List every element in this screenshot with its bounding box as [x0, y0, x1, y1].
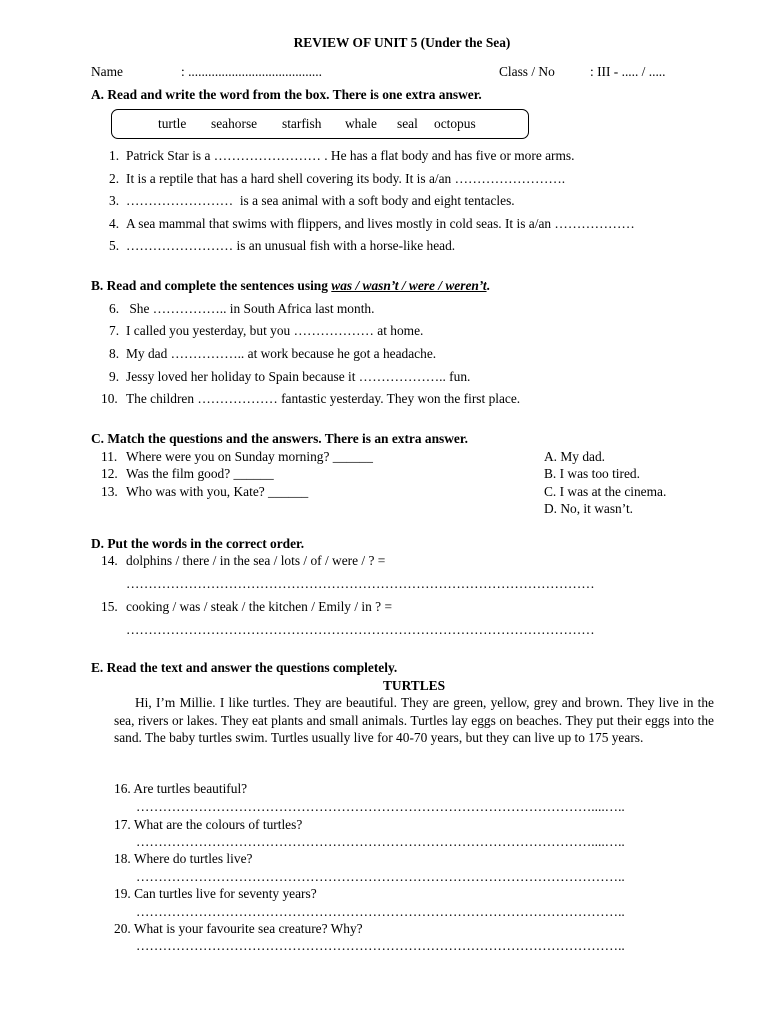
section-b-heading-end: . [486, 278, 490, 293]
word-box-item: seal [397, 116, 418, 131]
question-text[interactable]: Jessy loved her holiday to Spain because it ……………….. fun. [126, 369, 471, 384]
question-text[interactable]: She …………….. in South Africa last month. [126, 301, 375, 316]
question-text[interactable]: Patrick Star is a …………………… . He has a flat body and has five or more arms. [126, 148, 575, 163]
question-text[interactable]: The children ……………… fantastic yesterday. They won the first place. [126, 391, 521, 406]
question-number: 5. [109, 238, 120, 253]
word-box-item: seahorse [211, 116, 258, 131]
answer-line[interactable]: …………………………………………………………………………………………… [126, 622, 595, 637]
question-text: 18. Where do turtles live? [114, 851, 253, 866]
answer-option: C. I was at the cinema. [544, 484, 667, 499]
answer-option: B. I was too tired. [544, 466, 640, 481]
question-number: 4. [109, 216, 120, 231]
question-text: 20. What is your favourite sea creature? Why? [114, 921, 363, 936]
word-box [111, 109, 529, 139]
section-b-heading [91, 279, 490, 292]
section-e-heading: E. Read the text and answer the questions completely. [91, 660, 398, 675]
question-text[interactable]: A sea mammal that swims with flippers, and lives mostly in cold seas. It is a/an ……………… [126, 216, 635, 231]
section-a-heading: A. Read and write the word from the box. There is one extra answer. [91, 87, 482, 102]
word-box-item: starfish [282, 116, 322, 131]
question-number: 2. [109, 171, 120, 186]
question-text: dolphins / there / in the sea / lots / of / were / ? = [126, 553, 386, 568]
answer-option: A. My dad. [544, 449, 605, 464]
question-text: 16. Are turtles beautiful? [114, 781, 248, 796]
question-text[interactable]: My dad …………….. at work because he got a headache. [126, 346, 437, 361]
answer-line[interactable]: …………………………………………………………………………………………....….. [136, 834, 625, 849]
reading-title: TURTLES [382, 678, 446, 693]
answer-line[interactable]: ……………………………………………………………………………………………….. [136, 938, 625, 953]
answer-line[interactable]: …………………………………………………………………………………………....….. [136, 799, 625, 814]
section-b-heading-text: B. Read and complete the sentences using [91, 278, 332, 293]
question-number: 13. [101, 484, 118, 499]
question-text[interactable]: It is a reptile that has a hard shell covering its body. It is a/an ……………………. [126, 171, 566, 186]
question-number: 8. [109, 346, 120, 361]
question-number: 7. [109, 323, 120, 338]
question-number: 9. [109, 369, 120, 384]
question-text[interactable]: Was the film good? ______ [126, 466, 274, 481]
question-text[interactable]: …………………… is an unusual fish with a horse-like head. [126, 238, 456, 253]
word-box-item: octopus [434, 116, 476, 131]
question-text[interactable]: I called you yesterday, but you ……………… at home. [126, 323, 424, 338]
section-d-heading: D. Put the words in the correct order. [91, 536, 305, 551]
question-text[interactable]: Who was with you, Kate? ______ [126, 484, 309, 499]
name-field[interactable]: : ........................................ [181, 64, 322, 79]
question-text: cooking / was / steak / the kitchen / Emily / in ? = [126, 599, 393, 614]
question-number: 3. [109, 193, 120, 208]
section-c-heading: C. Match the questions and the answers. There is an extra answer. [91, 431, 468, 446]
question-number: 10. [101, 391, 118, 406]
question-number: 1. [109, 148, 120, 163]
reading-passage-text: Hi, I’m Millie. I like turtles. They are beautiful. They are green, yellow, grey and brown. They live in the sea, rivers or lakes. They eat plants and small animals. Turtles lay eggs on beaches. They put their eggs into the sand. The baby turtles swim. Turtles usually live for 40-70 years, but they can live up to 175 years. [114, 695, 714, 745]
answer-option: D. No, it wasn’t. [544, 501, 634, 516]
question-number: 12. [101, 466, 118, 481]
word-box-item: whale [345, 116, 377, 131]
question-number: 14. [101, 553, 118, 568]
section-b-word-list: was / wasn’t / were / weren’t [331, 278, 487, 293]
question-number: 6. [109, 301, 120, 316]
question-number: 11. [101, 449, 118, 464]
reading-passage [114, 694, 714, 747]
class-field[interactable]: : III - ..... / ..... [590, 64, 666, 79]
question-text: 19. Can turtles live for seventy years? [114, 886, 317, 901]
question-number: 15. [101, 599, 118, 614]
answer-line[interactable]: ……………………………………………………………………………………………….. [136, 869, 625, 884]
page-title: REVIEW OF UNIT 5 (Under the Sea) [293, 35, 511, 50]
class-label: Class / No [499, 64, 555, 79]
question-text: 17. What are the colours of turtles? [114, 817, 303, 832]
answer-line[interactable]: …………………………………………………………………………………………… [126, 576, 595, 591]
question-text[interactable]: …………………… is a sea animal with a soft body and eight tentacles. [126, 193, 515, 208]
name-label: Name [91, 64, 123, 79]
answer-line[interactable]: ……………………………………………………………………………………………….. [136, 904, 625, 919]
word-box-item: turtle [158, 116, 187, 131]
question-text[interactable]: Where were you on Sunday morning? ______ [126, 449, 373, 464]
